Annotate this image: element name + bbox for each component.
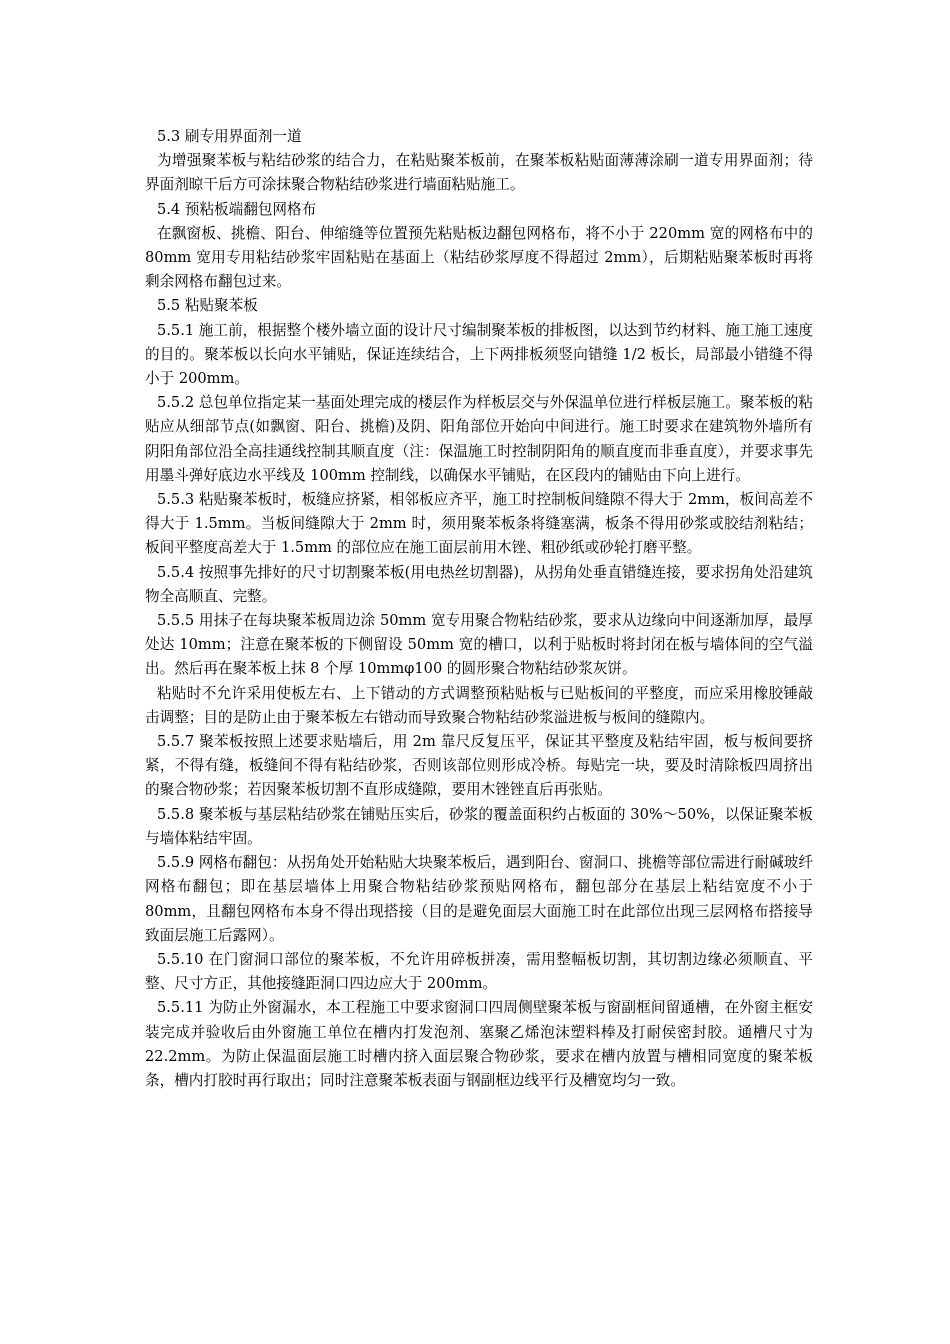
paragraph-5-5-4: 5.5.4 按照事先排好的尺寸切割聚苯板(用电热丝切割器)，从拐角处垂直错缝连接，要求拐角处沿建筑物全高顺直、完整。 [145, 563, 813, 605]
paragraph-5-4-body: 在飘窗板、挑檐、阳台、伸缩缝等位置预先粘贴板边翻包网格布，将不小于 220mm 宽的网格布中的 80mm 宽用专用粘结砂浆牢固粘贴在基面上（粘结砂浆厚度不得超过 2mm），后期粘贴聚苯板时再将剩余网格布翻包过来。 [145, 224, 813, 291]
paragraph-5-5-5: 5.5.5 用抹子在每块聚苯板周边涂 50mm 宽专用聚合物粘结砂浆，要求从边缘向中间逐渐加厚，最厚处达 10mm；注意在聚苯板的下侧留设 50mm 宽的槽口，以利于贴板时将封闭在板与墙体间的空气溢出。然后再在聚苯板上抹 8 个厚 10mmφ100 的圆形聚合物粘结砂浆灰饼。 [145, 612, 813, 678]
paragraph-5-5-2: 5.5.2 总包单位指定某一基面处理完成的楼层作为样板层交与外保温单位进行样板层施工。聚苯板的粘贴应从细部节点(如飘窗、阳台、挑檐)及阴、阳角部位开始向中间进行。施工时要求在建筑物外墙所有阴阳角部位沿全高挂通线控制其顺直度（注：保温施工时控制阴阳角的顺直度而非垂直度），并要求事先用墨斗弹好底边水平线及 100mm 控制线，以确保水平铺贴，在区段内的铺贴由下向上进行。 [145, 394, 813, 484]
paragraph-5-5-6: 粘贴时不允许采用使板左右、上下错动的方式调整预粘贴板与已贴板间的平整度，而应采用橡胶锤敲击调整；目的是防止由于聚苯板左右错动而导致聚合物粘结砂浆溢进板与板间的缝隙内。 [145, 684, 813, 726]
section-heading-5-5: 5.5 粘贴聚苯板 [157, 297, 258, 315]
paragraph-5-5-1: 5.5.1 施工前，根据整个楼外墙立面的设计尺寸编制聚苯板的排板图，以达到节约材料、施工施工速度的目的。聚苯板以长向水平铺贴，保证连续结合，上下两排板须竖向错缝 1/2 板长，局部最小错缝不得小于 200mm。 [145, 321, 813, 388]
paragraph-5-5-10: 5.5.10 在门窗洞口部位的聚苯板，不允许用碎板拼凑，需用整幅板切割，其切割边缘必须顺直、平整、尺寸方正，其他接缝距洞口四边应大于 200mm。 [145, 950, 813, 993]
paragraph-5-5-8: 5.5.8 聚苯板与基层粘结砂浆在铺贴压实后，砂浆的覆盖面积约占板面的 30%～50%，以保证聚苯板与墙体粘结牢固。 [145, 805, 813, 847]
paragraph-5-5-11: 5.5.11 为防止外窗漏水，本工程施工中要求窗洞口四周侧壁聚苯板与窗副框间留通槽，在外窗主框安装完成并验收后由外窗施工单位在槽内打发泡剂、塞聚乙烯泡沫塑料棒及打耐侯密封胶。通槽尺寸为 22.2mm。为防止保温面层施工时槽内挤入面层聚合物砂浆，要求在槽内放置与槽相同宽度的聚苯板条，槽内打胶时再行取出；同时注意聚苯板表面与钢副框边线平行及槽宽均匀一致。 [145, 999, 813, 1089]
document-page [145, 125, 813, 1093]
paragraph-5-3-body: 为增强聚苯板与粘结砂浆的结合力，在粘贴聚苯板前，在聚苯板粘贴面薄薄涂刷一道专用界面剂；待界面剂晾干后方可涂抹聚合物粘结砂浆进行墙面粘贴施工。 [145, 152, 813, 194]
section-heading-5-3: 5.3 刷专用界面剂一道 [157, 128, 302, 145]
paragraph-5-5-3: 5.5.3 粘贴聚苯板时，板缝应挤紧，相邻板应齐平，施工时控制板间缝隙不得大于 2mm，板间高差不得大于 1.5mm。当板间缝隙大于 2mm 时，须用聚苯板条将缝塞满，板条不得用砂浆或胶结剂粘结；板间平整度高差大于 1.5mm 的部位应在施工面层前用木锉、粗砂纸或砂轮打磨平整。 [145, 491, 813, 557]
section-heading-5-4: 5.4 预粘板端翻包网格布 [157, 200, 317, 218]
paragraph-5-5-7: 5.5.7 聚苯板按照上述要求贴墙后，用 2m 靠尺反复压平，保证其平整度及粘结牢固，板与板间要挤紧，不得有缝，板缝间不得有粘结砂浆，否则该部位则形成冷桥。每贴完一块，要及时清除板四周挤出的聚合物砂浆；若因聚苯板切割不直形成缝隙，要用木锉锉直后再张贴。 [145, 733, 813, 799]
paragraph-5-5-9: 5.5.9 网格布翻包：从拐角处开始粘贴大块聚苯板后，遇到阳台、窗洞口、挑檐等部位需进行耐碱玻纤网格布翻包；即在基层墙体上用聚合物粘结砂浆预贴网格布，翻包部分在基层上粘结宽度不小于 80mm，且翻包网格布本身不得出现搭接（目的是避免面层大面施工时在此部位出现三层网格布搭接导致面层施工后露网）。 [145, 854, 813, 944]
